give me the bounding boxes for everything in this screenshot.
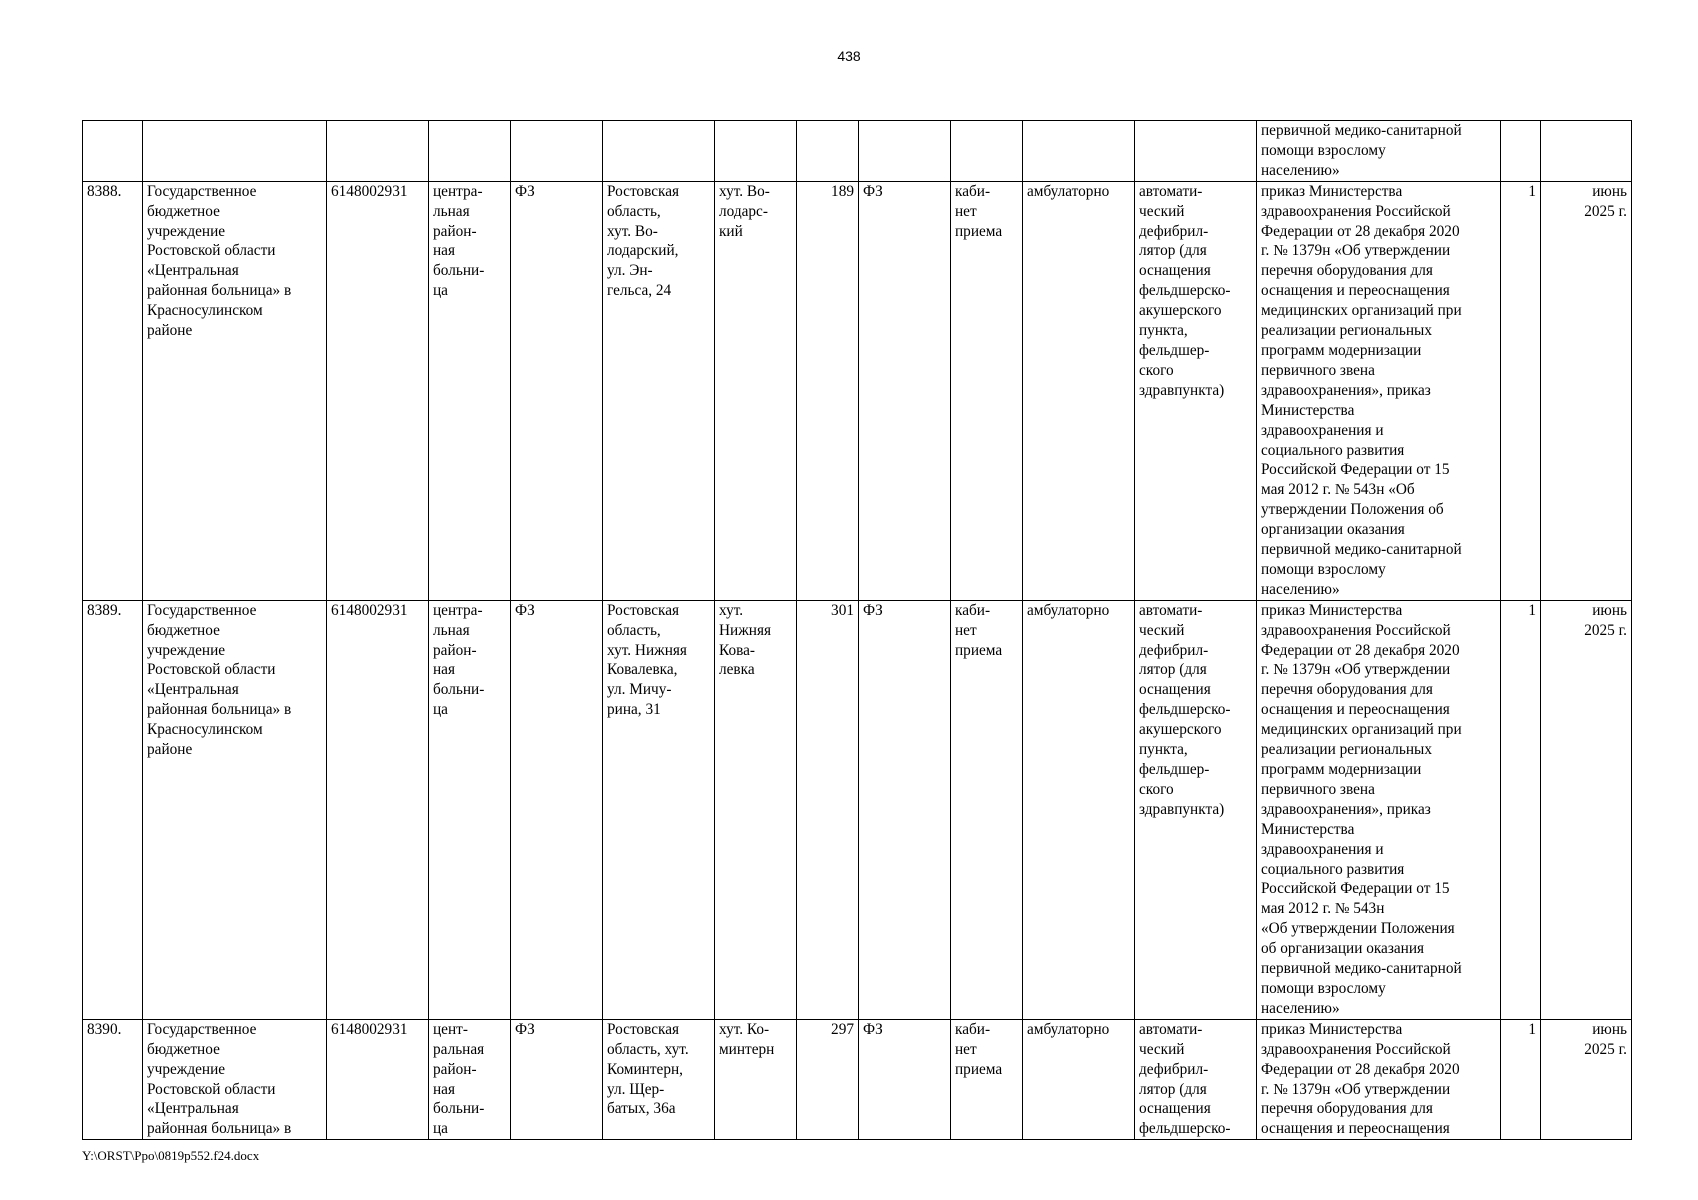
table-row (83, 1019, 1632, 1139)
cell-unit: каби- нет приема (951, 181, 1023, 600)
table-row (83, 181, 1632, 600)
cell-type: ФЗ (859, 600, 951, 1019)
cell-unit: каби- нет приема (951, 600, 1023, 1019)
cell-code: ФЗ (511, 600, 603, 1019)
cell-legal-basis: приказ Министерства здравоохранения Российской Федерации от 28 декабря 2020 г. № 1379н «Об утверждении перечня оборудования для оснащения и переоснащения медицинских организаций при реализации региональных программ модернизации первичного звена здравоохранения», приказ Министерства здравоохранения и социального развития Российской Федерации от 15 мая 2012 г. № 543н «Об утверждении Положения об организации оказания первичной медико-санитарной помощи взрослому населению» (1257, 600, 1501, 1019)
table-row (83, 600, 1632, 1019)
cell-equipment: автомати- ческий дефибрил- лятор (для оснащения фельдшерско- акушерского пункта, фельдшер- ского здравпункта) (1135, 600, 1257, 1019)
cell-code: ФЗ (511, 1019, 603, 1139)
cell-date: июнь 2025 г. (1541, 1019, 1632, 1139)
cell-settlement: хут. Во- лодарс- кий (715, 181, 797, 600)
cell-legal-basis: приказ Министерства здравоохранения Российской Федерации от 28 декабря 2020 г. № 1379н «Об утверждении перечня оборудования для оснащения и переоснащения медицинских организаций при реализации региональных программ модернизации первичного звена здравоохранения», приказ Министерства здравоохранения и социального развития Российской Федерации от 15 мая 2012 г. № 543н «Об утверждении Положения об организации оказания первичной медико-санитарной помощи взрослому населению» (1257, 181, 1501, 600)
cell-code: ФЗ (511, 181, 603, 600)
cell-population: 301 (797, 600, 859, 1019)
cell-inn: 6148002931 (327, 1019, 429, 1139)
cell-address: Ростовская область, хут. Коминтерн, ул. Щер- батых, 36а (603, 1019, 715, 1139)
cell-number: 8388. (83, 181, 143, 600)
equipment-table (82, 120, 1632, 1140)
cell-org-type: центра- льная район- ная больни- ца (429, 181, 511, 600)
cell-care-form: амбулаторно (1023, 1019, 1135, 1139)
cell-date: июнь 2025 г. (1541, 181, 1632, 600)
cell-number: 8390. (83, 1019, 143, 1139)
cell-address: Ростовская область, хут. Нижняя Ковалевка, ул. Мичу- рина, 31 (603, 600, 715, 1019)
cell-organization: Государственное бюджетное учреждение Ростовской области «Центральная районная больница» в (143, 1019, 327, 1139)
cell-type: ФЗ (859, 181, 951, 600)
cell-equipment: автомати- ческий дефибрил- лятор (для оснащения фельдшерско- (1135, 1019, 1257, 1139)
cell-organization: Государственное бюджетное учреждение Ростовской области «Центральная районная больница» в Красносулинском районе (143, 600, 327, 1019)
cell-number: 8389. (83, 600, 143, 1019)
file-path-footer: Y:\ORST\Ppo\0819p552.f24.docx (82, 1148, 260, 1163)
cell-org-type: центра- льная район- ная больни- ца (429, 600, 511, 1019)
cell-population: 297 (797, 1019, 859, 1139)
cell-date: июнь 2025 г. (1541, 600, 1632, 1019)
cell-inn: 6148002931 (327, 181, 429, 600)
cell-equipment: автомати- ческий дефибрил- лятор (для оснащения фельдшерско- акушерского пункта, фельдшер- ского здравпункта) (1135, 181, 1257, 600)
cell-legal-basis: приказ Министерства здравоохранения Российской Федерации от 28 декабря 2020 г. № 1379н «Об утверждении перечня оборудования для оснащения и переоснащения (1257, 1019, 1501, 1139)
cell-org-type: цент- ральная район- ная больни- ца (429, 1019, 511, 1139)
cell-population: 189 (797, 181, 859, 600)
table-row-continuation (83, 121, 1632, 182)
cell-organization: Государственное бюджетное учреждение Ростовской области «Центральная районная больница» в Красносулинском районе (143, 181, 327, 600)
cell-quantity: 1 (1501, 181, 1541, 600)
cell-care-form: амбулаторно (1023, 181, 1135, 600)
cell-care-form: амбулаторно (1023, 600, 1135, 1019)
cell-settlement: хут. Нижняя Кова- левка (715, 600, 797, 1019)
cell-quantity: 1 (1501, 1019, 1541, 1139)
cell-settlement: хут. Ко- минтерн (715, 1019, 797, 1139)
page-number: 438 (837, 48, 861, 64)
cell-quantity: 1 (1501, 600, 1541, 1019)
cell-unit: каби- нет приема (951, 1019, 1023, 1139)
cell-inn: 6148002931 (327, 600, 429, 1019)
cell-address: Ростовская область, хут. Во- лодарский, ул. Эн- гельса, 24 (603, 181, 715, 600)
cell-legal-basis: первичной медико-санитарной помощи взрослому населению» (1257, 121, 1501, 182)
cell-type: ФЗ (859, 1019, 951, 1139)
